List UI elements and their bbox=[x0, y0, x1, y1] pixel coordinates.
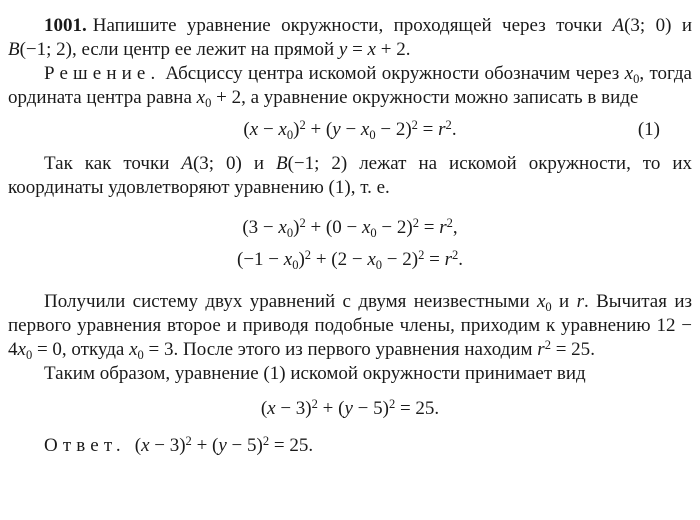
conclusion-paragraph bbox=[8, 362, 692, 386]
answer-label: Ответ. bbox=[44, 435, 126, 456]
answer-formula: $(x - 3)^2 + (y - 5)^2 = 25$. bbox=[134, 434, 314, 456]
final-display-equation bbox=[8, 396, 692, 422]
final-equation-formula: $(x - 3)^2 + (y - 5)^2 = 25$. bbox=[260, 397, 440, 419]
display-equation-1 bbox=[8, 117, 692, 143]
equation-system bbox=[8, 212, 692, 276]
solution-intro-paragraph bbox=[8, 62, 692, 110]
answer-line bbox=[8, 434, 692, 458]
derivation-paragraph-text: Получили систему двух уравнений с двумя неизвестными $x_0$ и r. Вычитая из первого уравнения второе и приводя подобные члены, приходим к уравнению $12 - 4x_0 = 0$, откуда $x_0 = 3$. После этого из первого уравнения находим $r^2 = 25$. bbox=[8, 291, 693, 362]
problem-statement bbox=[8, 14, 692, 62]
equation-1-number: (1) bbox=[637, 119, 660, 140]
conclusion-paragraph-text: Таким образом, уравнение (1) искомой окружности принимает вид bbox=[44, 363, 586, 384]
solution-label: Решение. bbox=[44, 63, 161, 84]
derivation-paragraph bbox=[8, 290, 692, 362]
problem-statement-text: Напишите уравнение окружности, проходящей через точки A(3; 0) и B(−1; 2), если центр ее лежит на прямой y = x + 2. bbox=[8, 15, 692, 60]
points-paragraph-text: Так как точки A(3; 0) и B(−1; 2) лежат на искомой окружности, то их координаты удовлетворяют уравнению (1), т. е. bbox=[8, 153, 693, 198]
equation-1-formula: $(x - x_0)^2 + (y - x_0 - 2)^2 = r^2$. bbox=[243, 118, 457, 142]
solution-intro-text: Абсциссу центра искомой окружности обозначим через $x_0$, тогда ордината центра равна $x_0 + 2$, а уравнение окружности можно записать в виде bbox=[8, 63, 692, 110]
problem-number: 1001. bbox=[44, 15, 87, 36]
system-equation-1: $(3 - x_0)^2 + (0 - x_0 - 2)^2 = r^2$, bbox=[242, 216, 458, 240]
points-paragraph bbox=[8, 152, 692, 200]
system-equation-2: $(-1 - x_0)^2 + (2 - x_0 - 2)^2 = r^2$. bbox=[237, 248, 463, 272]
